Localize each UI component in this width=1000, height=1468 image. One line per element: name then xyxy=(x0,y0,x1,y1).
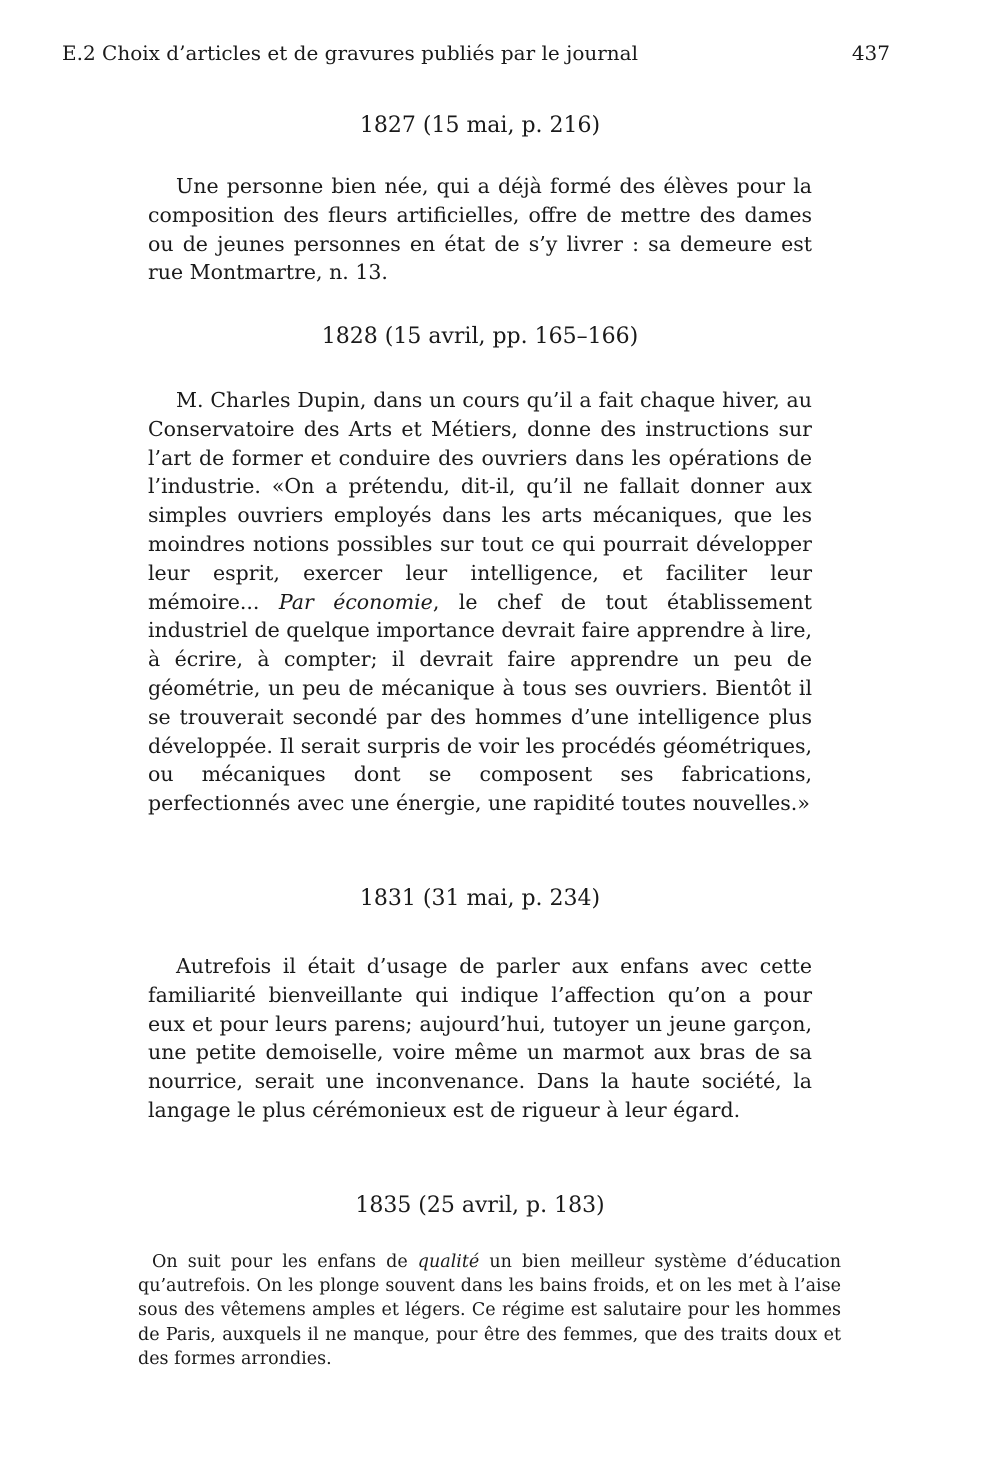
entry-text-1828-part-2: , le chef de tout établissement industriel de quelque importance devrait faire apprendre à lire, à écrire, à compter; il devrait faire apprendre un peu de géométrie, un peu de mécanique à tous ses ouvriers. Bientôt il se trouverait secondé par des hommes d’une intelligence plus développée. Il serait surpris de voir les procédés géométriques, ou mécaniques dont se composent ses fabrications, perfectionnés avec une énergie, une rapidité toutes nouvelles.» xyxy=(148,589,812,816)
entry-text-1835 xyxy=(138,1250,841,1371)
entry-text-1828 xyxy=(148,386,812,818)
entry-text-1828-part-1: M. Charles Dupin, dans un cours qu’il a fait chaque hiver, au Conservatoire des Arts et Métiers, donne des instructions sur l’art de former et conduire des ouvriers dans les opérations de l’industrie. «On a prétendu, dit-il, qu’il ne fallait donner aux simples ouvriers employés dans les arts mécaniques, que les moindres notions possibles sur tout ce qui pourrait développer leur esprit, exercer leur intelligence, et faciliter leur mémoire... xyxy=(148,388,812,614)
entry-heading-1835: 1835 (25 avril, p. 183) xyxy=(355,1193,605,1218)
entry-text-1835-part-1: On suit pour les enfans de xyxy=(152,1252,418,1272)
entry-heading-1831: 1831 (31 mai, p. 234) xyxy=(359,886,601,911)
entry-text-1835-part-2: un bien meilleur système d’éducation qu’autrefois. On les plonge souvent dans les bains froids, et on les met à l’aise sous des vêtemens amples et légers. Ce régime est salutaire pour les hommes de Paris, auxquels il ne manque, pour être des femmes, que des traits doux et des formes arrondies. xyxy=(138,1252,841,1369)
entry-text-1827: Une personne bien née, qui a déjà formé des élèves pour la composition des fleurs artificielles, offre de mettre des dames ou de jeunes personnes en état de s’y livrer : sa demeure est rue Montmartre, n. 13. xyxy=(148,174,812,285)
entry-heading-1828: 1828 (15 avril, pp. 165–166) xyxy=(321,324,639,349)
page-number: 437 xyxy=(851,41,890,65)
section-title: E.2 Choix d’articles et de gravures publiés par le journal xyxy=(62,41,638,65)
running-header xyxy=(62,38,890,68)
entry-text-1828-emphasis: Par économie xyxy=(278,589,433,614)
entry-text-1835-emphasis: qualité xyxy=(417,1252,480,1272)
entry-text-1831: Autrefois il était d’usage de parler aux enfans avec cette familiarité bienveillante qui indique l’affection qu’on a pour eux et pour leurs parens; aujourd’hui, tutoyer un jeune garçon, une petite demoiselle, voire même un marmot aux bras de sa nourrice, serait une inconvenance. Dans la haute société, la langage le plus cérémonieux est de rigueur à leur égard. xyxy=(148,954,812,1122)
entry-heading-1827: 1827 (15 mai, p. 216) xyxy=(359,113,601,138)
